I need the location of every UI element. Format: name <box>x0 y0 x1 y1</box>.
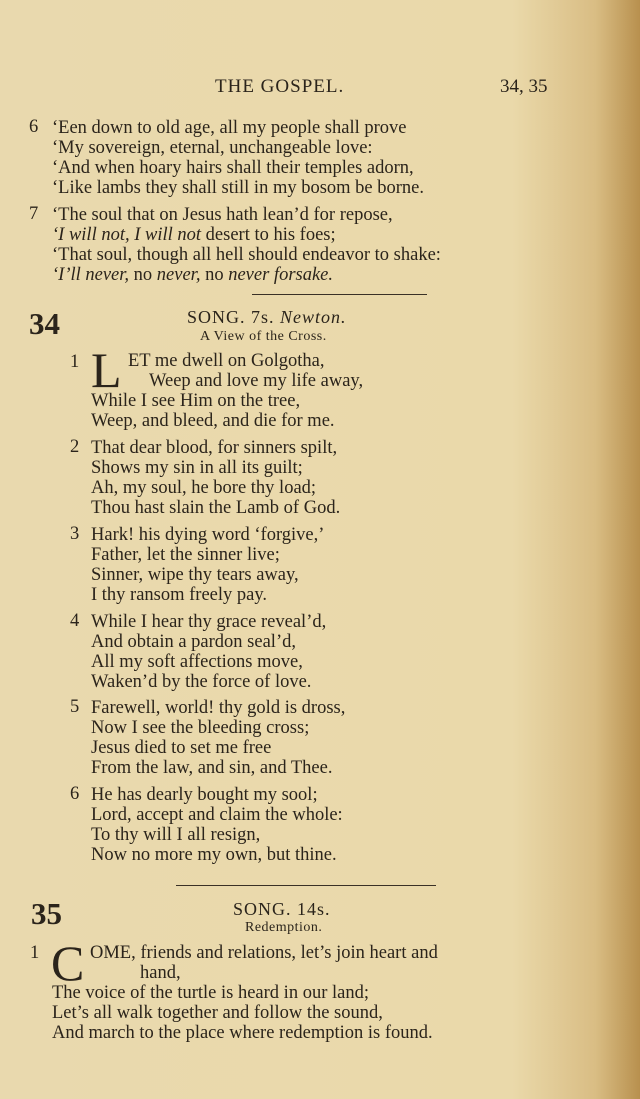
verse-line: I thy ransom freely pay. <box>91 585 268 605</box>
verse-line: And obtain a pardon seal’d, <box>91 632 296 652</box>
verse-line: Lord, accept and claim the whole: <box>91 805 343 825</box>
drop-cap: C <box>51 935 85 991</box>
stanza-number: 6 <box>29 117 39 137</box>
verse-line: Farewell, world! thy gold is dross, <box>91 698 346 718</box>
section-divider <box>252 294 427 295</box>
stanza-number: 1 <box>70 352 80 372</box>
stanza-number: 4 <box>70 611 80 631</box>
verse-italic-text: ‘I’ll never, <box>52 265 130 285</box>
verse-line: hand, <box>140 963 181 983</box>
verse-italic-text: ‘I will not, I will not <box>52 225 202 245</box>
verse-line: While I hear thy grace reveal’d, <box>91 612 327 632</box>
verse-line: Father, let the sinner live; <box>91 545 280 565</box>
verse-line: Let’s all walk together and follow the sound, <box>52 1003 383 1023</box>
verse-italic-text: never forsake. <box>228 265 334 285</box>
drop-cap: L <box>91 342 122 398</box>
verse-line: ‘The soul that on Jesus hath lean’d for repose, <box>52 205 393 225</box>
stanza-number: 2 <box>70 437 80 457</box>
verse-line: Now I see the bleeding cross; <box>91 718 310 738</box>
verse-line: Hark! his dying word ‘forgive,’ <box>91 525 325 545</box>
verse-line: Waken’d by the force of love. <box>91 672 312 692</box>
verse-line: To thy will I all resign, <box>91 825 261 845</box>
verse-line: Now no more my own, but thine. <box>91 845 337 865</box>
song-meter: SONG. 7s. <box>187 307 275 327</box>
verse-text: no <box>129 265 157 285</box>
verse-line <box>52 265 333 286</box>
song-heading: SONG. 14s. <box>233 899 331 919</box>
verse-line: All my soft affections move, <box>91 652 303 672</box>
song-subtitle: A View of the Cross. <box>200 329 327 344</box>
verse-line: Sinner, wipe thy tears away, <box>91 565 299 585</box>
verse-line: Jesus died to set me free <box>91 738 272 758</box>
verse-line: ‘Een down to old age, all my people shall prove <box>52 118 407 138</box>
stanza-number: 6 <box>70 784 80 804</box>
verse-line: While I see Him on the tree, <box>91 391 301 411</box>
verse-text: no <box>200 265 229 285</box>
song-heading <box>187 307 347 328</box>
verse-italic-text: never, <box>156 265 201 285</box>
verse-line: ‘And when hoary hairs shall their temples adorn, <box>52 158 414 178</box>
verse-line: ‘That soul, though all hell should endeavor to shake: <box>52 245 441 265</box>
verse-line: The voice of the turtle is heard in our land; <box>52 983 369 1003</box>
song-subtitle: Redemption. <box>245 920 323 935</box>
section-divider <box>176 885 436 886</box>
verse-line: OME, friends and relations, let’s join heart and <box>90 943 438 963</box>
verse-line: From the law, and sin, and Thee. <box>91 758 333 778</box>
page-numbers: 34, 35 <box>500 76 548 97</box>
verse-line: Weep and love my life away, <box>149 371 364 391</box>
running-header-title: THE GOSPEL. <box>215 76 345 97</box>
verse-line: Weep, and bleed, and die for me. <box>91 411 335 431</box>
verse-line: That dear blood, for sinners spilt, <box>91 438 338 458</box>
verse-line: And march to the place where redemption is found. <box>52 1023 433 1043</box>
verse-line: ‘My sovereign, eternal, unchangeable love: <box>52 138 373 158</box>
verse-line: ‘Like lambs they shall still in my bosom be borne. <box>52 178 425 198</box>
verse-line: Shows my sin in all its guilt; <box>91 458 303 478</box>
verse-line <box>52 225 336 246</box>
stanza-number: 1 <box>30 943 40 963</box>
stanza-number: 7 <box>29 204 39 224</box>
verse-text: desert to his foes; <box>201 225 336 245</box>
song-tune-name: Newton. <box>280 307 347 327</box>
verse-line: Thou hast slain the Lamb of God. <box>91 498 341 518</box>
song-number: 34 <box>29 306 60 341</box>
song-number: 35 <box>31 896 62 931</box>
verse-line: ET me dwell on Golgotha, <box>128 351 325 371</box>
verse-line: He has dearly bought my sool; <box>91 785 318 805</box>
stanza-number: 5 <box>70 697 80 717</box>
verse-line: Ah, my soul, he bore thy load; <box>91 478 317 498</box>
stanza-number: 3 <box>70 524 80 544</box>
